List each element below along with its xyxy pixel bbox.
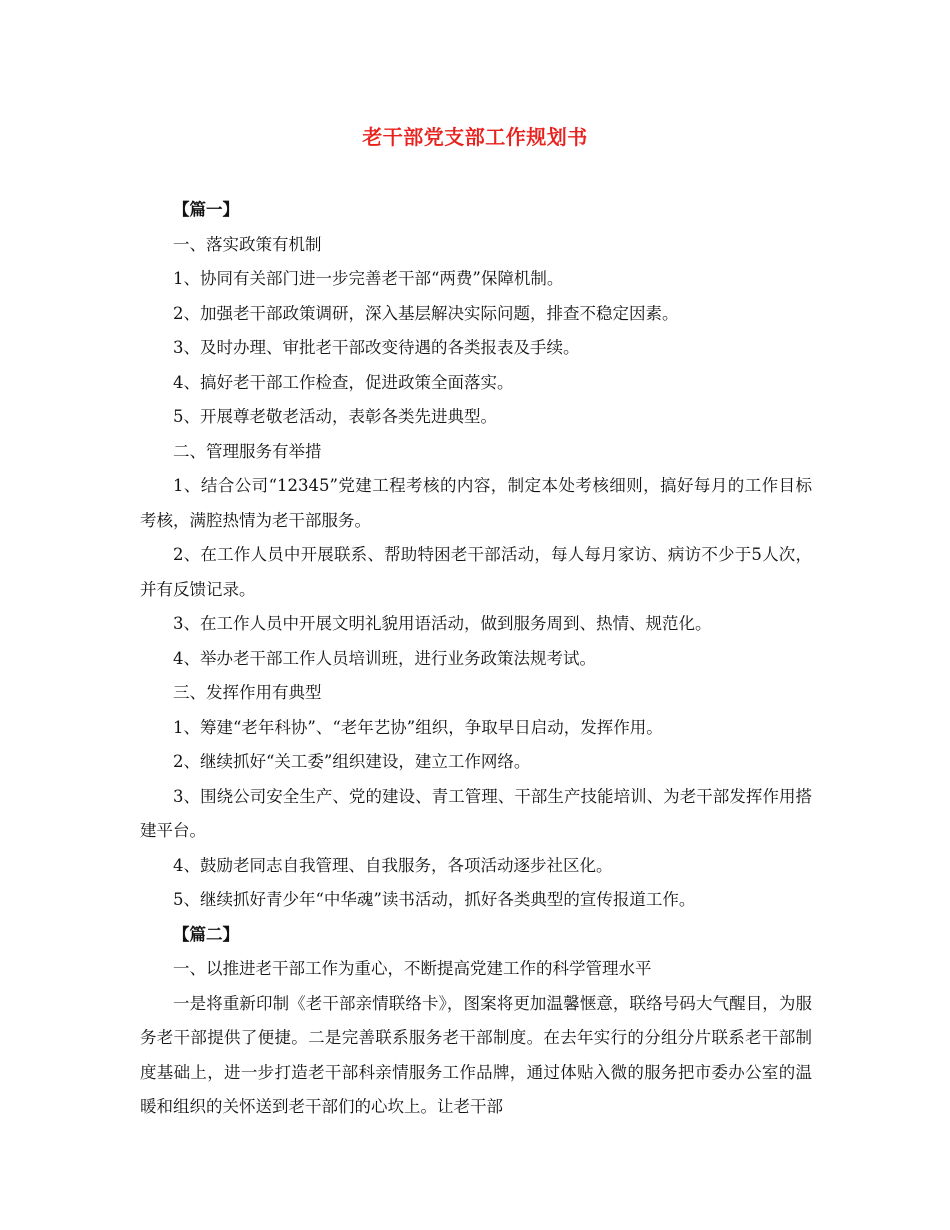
section-heading: 二、管理服务有举措 — [173, 441, 322, 461]
section-heading: 一、以推进老干部工作为重心，不断提高党建工作的科学管理水平 — [173, 959, 652, 978]
paragraph: 1、筹建“老年科协”、“老年艺协”组织，争取早日启动，发挥作用。 — [173, 717, 663, 737]
paragraph: 3、及时办理、审批老干部改变待遇的各类报表及手续。 — [173, 338, 580, 357]
section-label: 【篇二】 — [173, 924, 239, 944]
paragraph: 2、继续抓好“关工委”组织建设，建立工作网络。 — [173, 752, 531, 771]
paragraph: 4、搞好老干部工作检查，促进政策全面落实。 — [173, 372, 514, 392]
paragraph: 3、围绕公司安全生产、党的建设、青工管理、干部生产技能培训、为老干部发挥作用搭建平台。 — [140, 786, 812, 840]
paragraph: 5、继续抓好青少年“中华魂”读书活动，抓好各类典型的宣传报道工作。 — [173, 890, 696, 909]
document-title: 老干部党支部工作规划书 — [362, 125, 588, 149]
paragraph: 4、鼓励老同志自我管理、自我服务，各项活动逐步社区化。 — [173, 855, 613, 875]
section-heading: 一、落实政策有机制 — [173, 234, 322, 254]
paragraph: 1、协同有关部门进一步完善老干部“两费”保障机制。 — [173, 269, 564, 288]
paragraph: 4、举办老干部工作人员培训班，进行业务政策法规考试。 — [173, 648, 596, 668]
paragraph: 1、结合公司“12345”党建工程考核的内容，制定本处考核细则，搞好每月的工作目标考核，满腔热情为老干部服务。 — [140, 476, 812, 530]
paragraph: 2、加强老干部政策调研，深入基层解决实际问题，排查不稳定因素。 — [173, 303, 679, 323]
document-body — [140, 193, 812, 1125]
paragraph: 一是将重新印制《老干部亲情联络卡》，图案将更加温馨惬意，联络号码大气醒目，为服务老干部提供了便捷。二是完善联系服务老干部制度。在去年实行的分组分片联系老干部制度基础上，进一步打造老干部科亲情服务工作品牌，通过体贴入微的服务把市委办公室的温暖和组织的关怀送到老干部们的心坎上。让老干部 — [140, 993, 812, 1116]
paragraph: 3、在工作人员中开展文明礼貌用语活动，做到服务周到、热情、规范化。 — [173, 614, 712, 633]
paragraph: 2、在工作人员中开展联系、帮助特困老干部活动，每人每月家访、病访不少于5人次，并有反馈记录。 — [140, 545, 812, 599]
section-label: 【篇一】 — [173, 200, 239, 219]
section-heading: 三、发挥作用有典型 — [173, 683, 322, 702]
paragraph: 5、开展尊老敬老活动，表彰各类先进典型。 — [173, 407, 497, 426]
